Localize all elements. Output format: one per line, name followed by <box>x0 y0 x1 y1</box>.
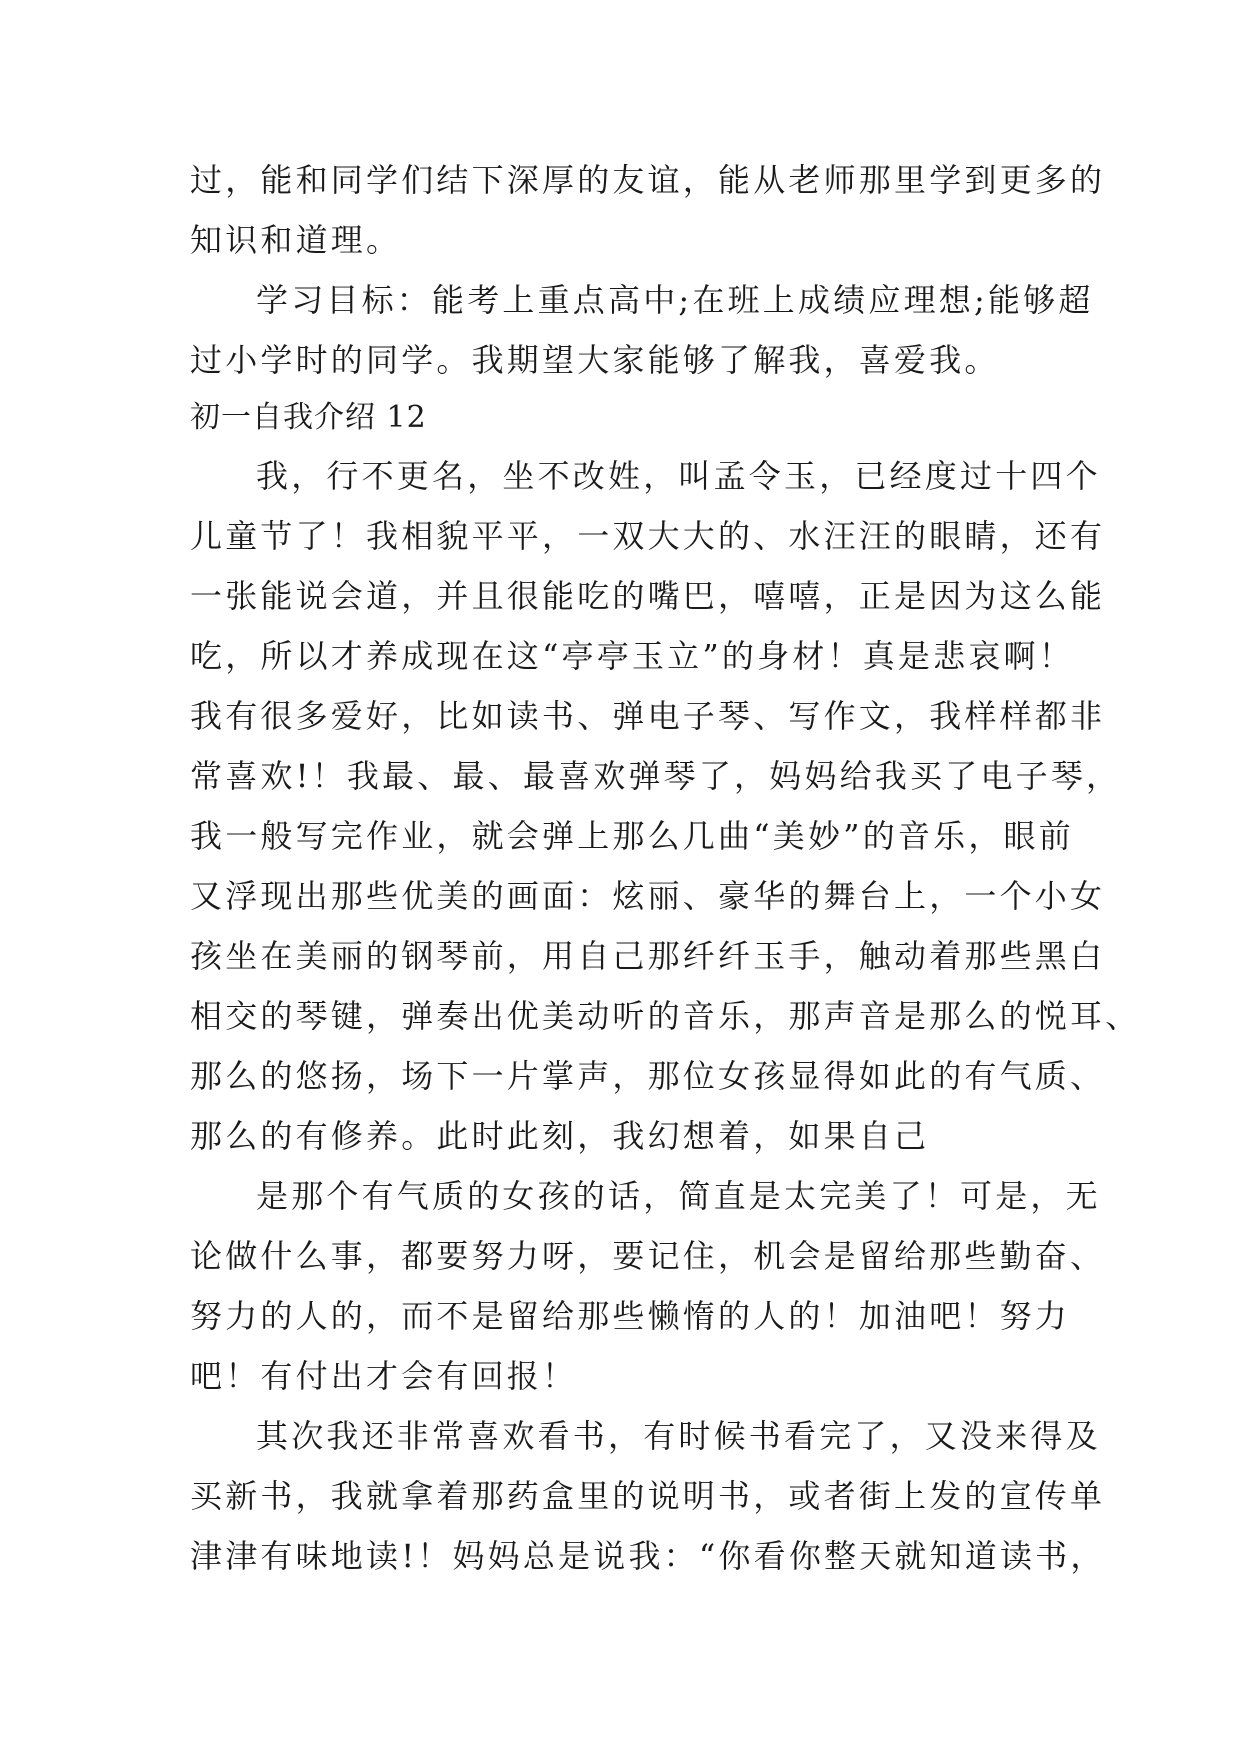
text-line: 那么的有修养。此时此刻，我幻想着，如果自己 <box>190 1117 930 1155</box>
text-line: 那么的悠扬，场下一片掌声，那位女孩显得如此的有气质、 <box>190 1057 1106 1095</box>
text-line: 儿童节了！我相貌平平，一双大大的、水汪汪的眼睛，还有 <box>190 517 1106 555</box>
paragraph-3 <box>190 446 1141 1166</box>
text-line: 买新书，我就拿着那药盒里的说明书，或者街上发的宣传单 <box>190 1477 1106 1515</box>
text-line: 常喜欢!！我最、最、最喜欢弹琴了，妈妈给我买了电子琴， <box>190 757 1122 795</box>
text-line: 努力的人的，而不是留给那些懒惰的人的！加油吧！努力 <box>190 1297 1071 1335</box>
text-line: 相交的琴键，弹奏出优美动听的音乐，那声音是那么的悦耳、 <box>190 997 1141 1035</box>
text-line: 是那个有气质的女孩的话，简直是太完美了！可是，无 <box>256 1177 1101 1215</box>
text-line: 吧！有付出才会有回报！ <box>190 1357 578 1395</box>
text-line: 一张能说会道，并且很能吃的嘴巴，嘻嘻，正是因为这么能 <box>190 577 1106 615</box>
text-line: 我一般写完作业，就会弹上那么几曲“美妙”的音乐，眼前 <box>190 817 1074 855</box>
text-line: 又浮现出那些优美的画面：炫丽、豪华的舞台上，一个小女 <box>190 877 1106 915</box>
text-line: 过，能和同学们结下深厚的友谊，能从老师那里学到更多的 <box>190 161 1106 199</box>
text-line: 吃，所以才养成现在这“亭亭玉立”的身材！真是悲哀啊！ <box>190 637 1074 675</box>
paragraph-2 <box>190 270 1094 390</box>
text-line: 学习目标：能考上重点高中;在班上成绩应理想;能够超 <box>256 281 1094 319</box>
paragraph-1 <box>190 150 1106 270</box>
section-heading: 初一自我介绍 12 <box>190 400 427 435</box>
text-line: 津津有味地读!！妈妈总是说我：“你看你整天就知道读书， <box>190 1537 1106 1575</box>
text-line: 过小学时的同学。我期望大家能够了解我，喜爱我。 <box>190 341 1000 379</box>
text-line: 知识和道理。 <box>190 221 402 259</box>
text-line: 我，行不更名，坐不改姓，叫孟令玉，已经度过十四个 <box>256 457 1101 495</box>
document-page <box>190 150 1141 1586</box>
text-line: 孩坐在美丽的钢琴前，用自己那纤纤玉手，触动着那些黑白 <box>190 937 1106 975</box>
text-line: 其次我还非常喜欢看书，有时候书看完了，又没来得及 <box>256 1417 1101 1455</box>
text-line: 我有很多爱好，比如读书、弹电子琴、写作文，我样样都非 <box>190 697 1106 735</box>
paragraph-4 <box>190 1166 1106 1406</box>
paragraph-5 <box>190 1406 1106 1586</box>
text-line: 论做什么事，都要努力呀，要记住，机会是留给那些勤奋、 <box>190 1237 1106 1275</box>
